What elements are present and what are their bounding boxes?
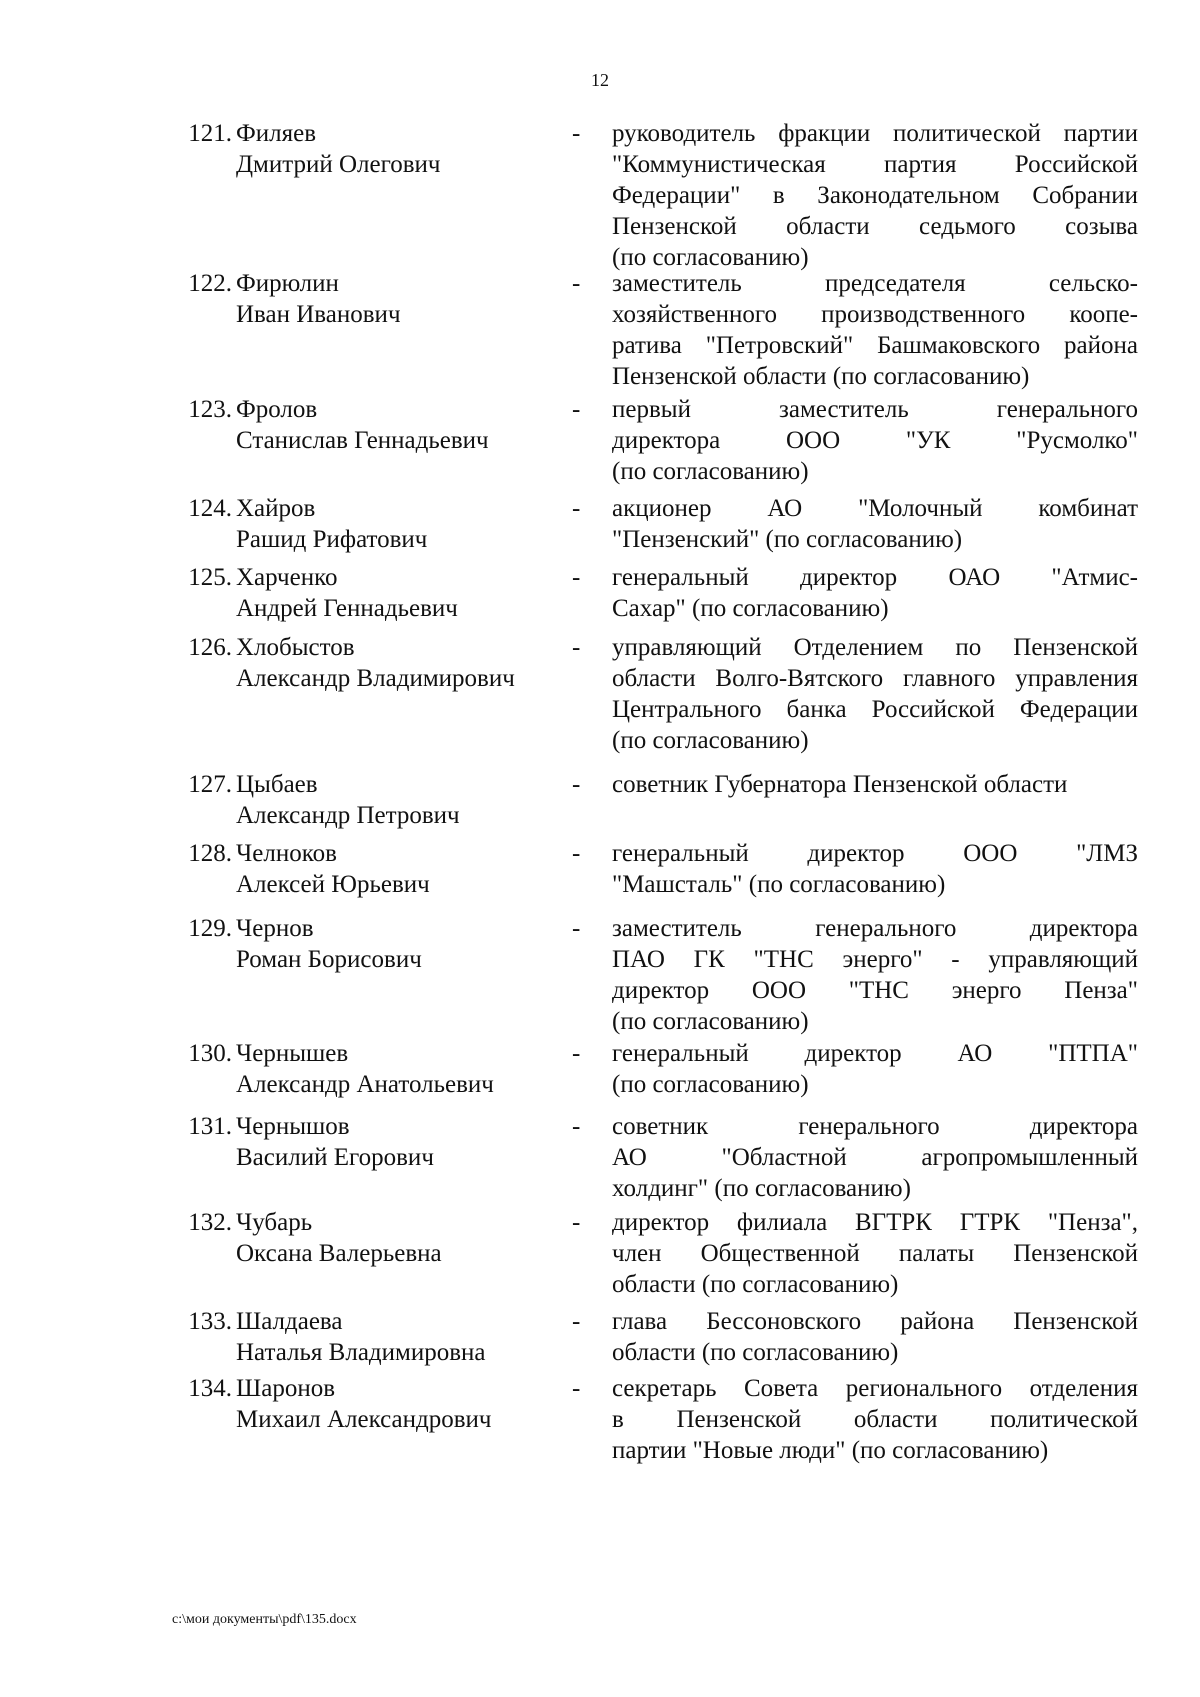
member-given-names: Дмитрий Олегович (236, 151, 441, 178)
entry-number: 132. (188, 1209, 232, 1236)
position-line: Пензенской области (по согласованию) (612, 363, 1030, 390)
member-name (236, 394, 566, 456)
position-line: в Пензенской области политической (612, 1406, 1138, 1433)
member-position (612, 394, 1138, 487)
entry-dash: - (572, 564, 581, 591)
position-line: директор филиала ВГТРК ГТРК "Пенза", (612, 1209, 1138, 1236)
entry-number: 125. (188, 564, 232, 591)
entry-dash: - (572, 495, 581, 522)
entry-number: 124. (188, 495, 232, 522)
member-given-names: Алексей Юрьевич (236, 871, 430, 898)
member-name (236, 838, 566, 900)
position-line: директор ООО "ТНС энерго Пенза" (612, 977, 1138, 1004)
entry-number: 122. (188, 270, 232, 297)
entry-number: 134. (188, 1375, 232, 1402)
position-line: Пензенской области седьмого созыва (612, 213, 1138, 240)
member-position (612, 913, 1138, 1037)
position-line: директора ООО "УК "Русмолко" (612, 427, 1138, 454)
position-line: области (по согласованию) (612, 1271, 899, 1298)
member-surname: Чернышев (236, 1040, 349, 1067)
position-line: управляющий Отделением по Пензенской (612, 634, 1138, 661)
entry-dash: - (572, 1113, 581, 1140)
entry-dash: - (572, 1375, 581, 1402)
entry-number: 129. (188, 915, 232, 942)
entry-number: 130. (188, 1040, 232, 1067)
entry-number: 121. (188, 120, 232, 147)
position-line: (по согласованию) (612, 1008, 809, 1035)
position-line: глава Бессоновского района Пензенской (612, 1308, 1138, 1335)
member-surname: Филяев (236, 120, 317, 147)
member-name (236, 268, 566, 330)
member-position (612, 562, 1138, 624)
position-line: секретарь Совета регионального отделения (612, 1375, 1138, 1402)
position-line: хозяйственного производственного коопе- (612, 301, 1138, 328)
position-line: ратива "Петровский" Башмаковского района (612, 332, 1138, 359)
member-name (236, 493, 566, 555)
entry-dash: - (572, 1308, 581, 1335)
member-name (236, 1373, 566, 1435)
entry-number: 133. (188, 1308, 232, 1335)
member-position (612, 1207, 1138, 1300)
entry-dash: - (572, 120, 581, 147)
entry-dash: - (572, 840, 581, 867)
member-position (612, 118, 1138, 273)
member-name (236, 562, 566, 624)
member-given-names: Михаил Александрович (236, 1406, 492, 1433)
position-line: генеральный директор ООО "ЛМЗ (612, 840, 1138, 867)
entry-dash: - (572, 771, 581, 798)
entry-dash: - (572, 1209, 581, 1236)
position-line: (по согласованию) (612, 244, 809, 271)
position-line: советник Губернатора Пензенской области (612, 771, 1068, 798)
member-given-names: Наталья Владимировна (236, 1339, 486, 1366)
entry-number: 131. (188, 1113, 232, 1140)
member-given-names: Александр Анатольевич (236, 1071, 494, 1098)
member-surname: Харченко (236, 564, 338, 591)
position-line: Центрального банка Российской Федерации (612, 696, 1138, 723)
position-line: советник генерального директора (612, 1113, 1138, 1140)
member-position (612, 769, 1138, 800)
position-line: заместитель генерального директора (612, 915, 1138, 942)
entry-number: 128. (188, 840, 232, 867)
member-surname: Фирюлин (236, 270, 339, 297)
position-line: первый заместитель генерального (612, 396, 1138, 423)
member-position (612, 1373, 1138, 1466)
member-given-names: Александр Петрович (236, 802, 460, 829)
member-surname: Шаронов (236, 1375, 335, 1402)
position-line: "Коммунистическая партия Российской (612, 151, 1138, 178)
member-surname: Чернышов (236, 1113, 350, 1140)
position-line: "Пензенский" (по согласованию) (612, 526, 963, 553)
member-given-names: Оксана Валерьевна (236, 1240, 442, 1267)
position-line: генеральный директор ОАО "Атмис- (612, 564, 1138, 591)
member-name (236, 1111, 566, 1173)
member-name (236, 1038, 566, 1100)
member-surname: Челноков (236, 840, 337, 867)
member-surname: Хлобыстов (236, 634, 355, 661)
member-surname: Хайров (236, 495, 316, 522)
entry-dash: - (572, 1040, 581, 1067)
entry-dash: - (572, 396, 581, 423)
entry-number: 127. (188, 771, 232, 798)
position-line: холдинг" (по согласованию) (612, 1175, 911, 1202)
position-line: Федерации" в Законодательном Собрании (612, 182, 1138, 209)
entry-dash: - (572, 270, 581, 297)
member-surname: Фролов (236, 396, 318, 423)
entry-number: 126. (188, 634, 232, 661)
position-line: партии "Новые люди" (по согласованию) (612, 1437, 1049, 1464)
position-line: член Общественной палаты Пензенской (612, 1240, 1138, 1267)
member-surname: Чубарь (236, 1209, 313, 1236)
member-given-names: Иван Иванович (236, 301, 401, 328)
member-surname: Шалдаева (236, 1308, 343, 1335)
member-name (236, 1306, 566, 1368)
position-line: акционер АО "Молочный комбинат (612, 495, 1138, 522)
member-position (612, 268, 1138, 392)
position-line: (по согласованию) (612, 727, 809, 754)
member-name (236, 1207, 566, 1269)
member-given-names: Андрей Геннадьевич (236, 595, 458, 622)
member-name (236, 769, 566, 831)
member-name (236, 632, 566, 694)
page-number: 12 (591, 70, 609, 90)
entry-dash: - (572, 915, 581, 942)
member-position (612, 1038, 1138, 1100)
member-surname: Цыбаев (236, 771, 318, 798)
position-line: "Машсталь" (по согласованию) (612, 871, 946, 898)
position-line: области Волго-Вятского главного управления (612, 665, 1138, 692)
member-given-names: Роман Борисович (236, 946, 422, 973)
position-line: области (по согласованию) (612, 1339, 899, 1366)
position-line: ПАО ГК "ТНС энерго" - управляющий (612, 946, 1138, 973)
member-given-names: Станислав Геннадьевич (236, 427, 489, 454)
footer-file-path: c:\мои документы\pdf\135.docx (172, 1612, 357, 1627)
member-name (236, 913, 566, 975)
member-name (236, 118, 566, 180)
member-given-names: Александр Владимирович (236, 665, 515, 692)
member-position (612, 632, 1138, 756)
member-position (612, 1306, 1138, 1368)
member-position (612, 1111, 1138, 1204)
member-position (612, 838, 1138, 900)
position-line: (по согласованию) (612, 458, 809, 485)
member-position (612, 493, 1138, 555)
position-line: генеральный директор АО "ПТПА" (612, 1040, 1138, 1067)
member-surname: Чернов (236, 915, 314, 942)
position-line: заместитель председателя сельско- (612, 270, 1138, 297)
position-line: Сахар" (по согласованию) (612, 595, 889, 622)
position-line: (по согласованию) (612, 1071, 809, 1098)
entry-dash: - (572, 634, 581, 661)
member-given-names: Рашид Рифатович (236, 526, 428, 553)
member-given-names: Василий Егорович (236, 1144, 434, 1171)
entry-number: 123. (188, 396, 232, 423)
position-line: АО "Областной агропромышленный (612, 1144, 1138, 1171)
position-line: руководитель фракции политической партии (612, 120, 1138, 147)
